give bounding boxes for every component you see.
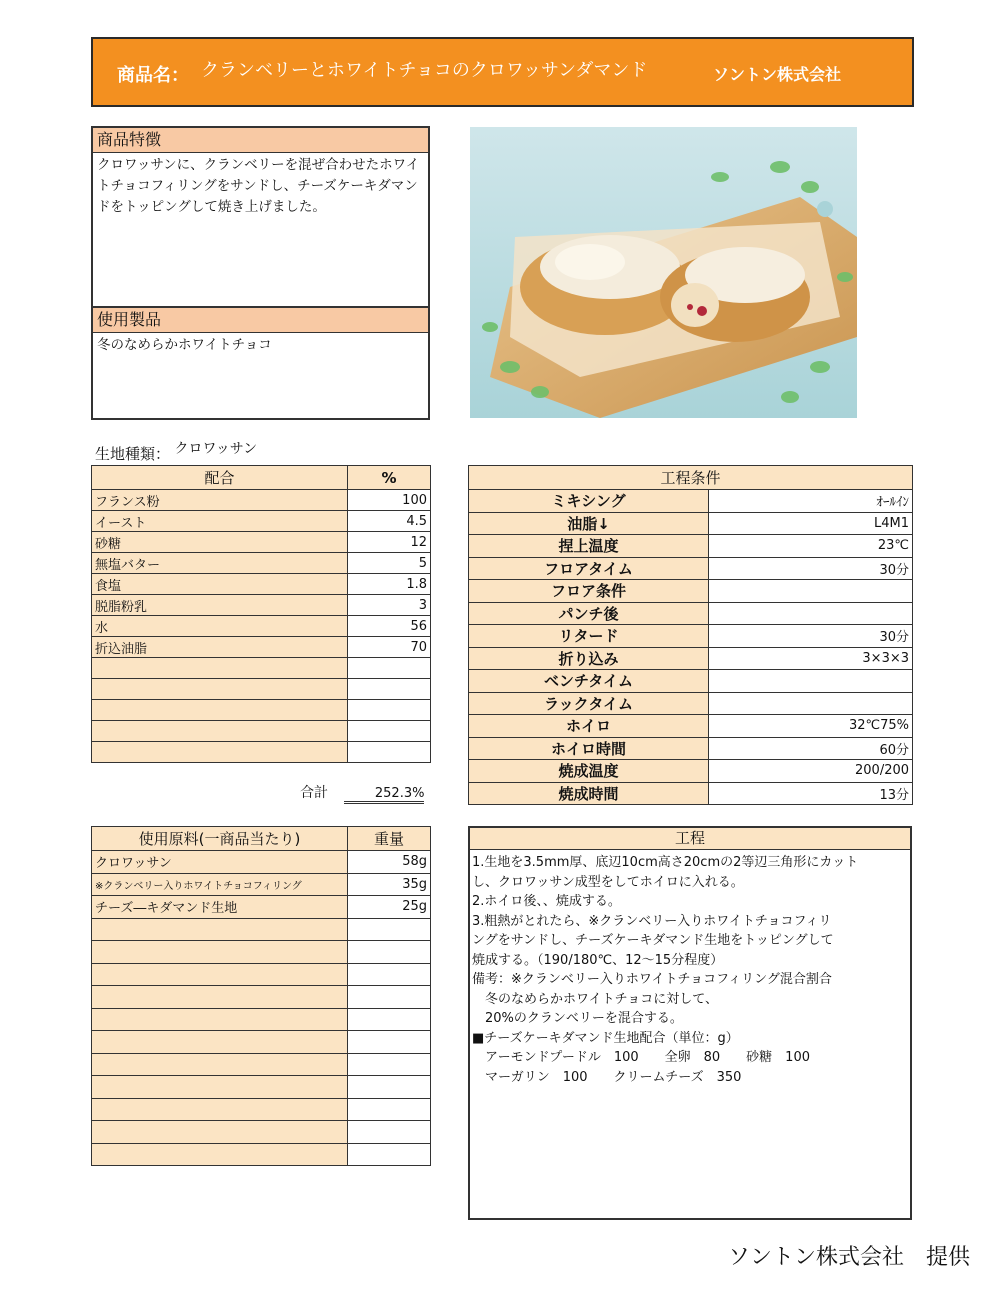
- condition-name: フロアタイム: [469, 557, 709, 580]
- ingredient-name: [92, 721, 348, 742]
- dough-type-value: クロワッサン: [174, 441, 258, 457]
- formula-row: [92, 616, 431, 637]
- material-weight: 25g: [348, 896, 431, 919]
- material-name: [92, 941, 348, 964]
- ingredient-name: [92, 742, 348, 763]
- condition-value: 32℃75%: [709, 715, 913, 738]
- product-used-title: 使用製品: [93, 308, 428, 333]
- ingredients-col-name: 使用原料(一商品当たり): [92, 827, 348, 851]
- ingredient-percent: 3: [348, 595, 431, 616]
- condition-name: 焼成時間: [469, 782, 709, 805]
- formula-row: [92, 595, 431, 616]
- material-weight: 35g: [348, 873, 431, 896]
- process-text: [470, 850, 910, 1090]
- ingredient-name: 食塩: [92, 574, 348, 595]
- condition-row: [469, 490, 913, 513]
- ingredient-name: 水: [92, 616, 348, 637]
- ingredient-percent: 1.8: [348, 574, 431, 595]
- process-title: 工程: [470, 828, 910, 850]
- process-line: 2.ホイロ後、、焼成する。: [472, 894, 621, 909]
- condition-row: [469, 670, 913, 693]
- process-box: [468, 826, 912, 1220]
- material-name: [92, 1098, 348, 1121]
- material-weight: [348, 1098, 431, 1121]
- condition-name: 油脂↓: [469, 512, 709, 535]
- condition-name: ラックタイム: [469, 692, 709, 715]
- ingredient-row: [92, 851, 431, 874]
- condition-row: [469, 512, 913, 535]
- formula-total-label: 合計: [300, 785, 328, 801]
- product-header: [91, 37, 914, 107]
- material-name: [92, 1143, 348, 1166]
- condition-value: [709, 670, 913, 693]
- material-name: [92, 1053, 348, 1076]
- product-used-text: 冬のなめらかホワイトチョコ: [97, 337, 272, 353]
- condition-value: 3×3×3: [709, 647, 913, 670]
- ingredient-name: [92, 700, 348, 721]
- ingredient-row: [92, 918, 431, 941]
- condition-name: 折り込み: [469, 647, 709, 670]
- ingredient-row: [92, 1008, 431, 1031]
- condition-name: ベンチタイム: [469, 670, 709, 693]
- process-conditions-table: [468, 465, 913, 805]
- material-weight: [348, 941, 431, 964]
- formula-row: [92, 532, 431, 553]
- material-weight: [348, 1121, 431, 1144]
- condition-row: [469, 557, 913, 580]
- ingredient-name: [92, 658, 348, 679]
- ingredient-name: 無塩バター: [92, 553, 348, 574]
- material-name: [92, 963, 348, 986]
- ingredients-table: [91, 826, 431, 1166]
- ingredient-percent: 4.5: [348, 511, 431, 532]
- material-name: [92, 986, 348, 1009]
- product-used-box: [91, 306, 430, 420]
- condition-row: [469, 580, 913, 603]
- ingredient-percent: 100: [348, 490, 431, 511]
- process-line: ■チーズケーキダマンド生地配合（単位：g）: [472, 1030, 739, 1046]
- material-name: [92, 1076, 348, 1099]
- ingredient-row: [92, 1143, 431, 1166]
- material-name: チーズ―キダマンド生地: [92, 896, 348, 919]
- condition-row: [469, 625, 913, 648]
- ingredient-row: [92, 1098, 431, 1121]
- formula-row: [92, 574, 431, 595]
- formula-row: [92, 679, 431, 700]
- ingredient-percent: 5: [348, 553, 431, 574]
- ingredient-name: 砂糖: [92, 532, 348, 553]
- features-title: 商品特徴: [93, 128, 428, 153]
- condition-value: L4M1: [709, 512, 913, 535]
- ingredient-name: イースト: [92, 511, 348, 532]
- process-line: ングをサンドし、チーズケーキダマンド生地をトッピングして: [472, 933, 834, 948]
- process-conditions-title: 工程条件: [469, 466, 913, 490]
- material-name: [92, 1121, 348, 1144]
- ingredient-name: 脱脂粉乳: [92, 595, 348, 616]
- formula-table: [91, 465, 431, 763]
- formula-row: [92, 742, 431, 763]
- ingredient-percent: 12: [348, 532, 431, 553]
- process-line: 3.粗熱がとれたら、※クランベリー入りホワイトチョコフィリ: [472, 913, 832, 929]
- condition-value: ｵｰﾙｲﾝ: [709, 490, 913, 513]
- condition-name: リタード: [469, 625, 709, 648]
- condition-row: [469, 760, 913, 783]
- process-line: 焼成する。（190/180℃、12〜15分程度）: [472, 952, 724, 968]
- condition-row: [469, 782, 913, 805]
- condition-value: 23℃: [709, 535, 913, 558]
- ingredient-row: [92, 986, 431, 1009]
- ingredient-name: フランス粉: [92, 490, 348, 511]
- condition-value: [709, 602, 913, 625]
- product-name: クランベリーとホワイトチョコのクロワッサンダマンド: [201, 60, 648, 81]
- condition-value: 60分: [709, 737, 913, 760]
- condition-name: ホイロ: [469, 715, 709, 738]
- material-weight: [348, 1008, 431, 1031]
- product-name-label: 商品名：: [117, 65, 189, 86]
- product-photo: [470, 127, 857, 418]
- material-name: クロワッサン: [92, 851, 348, 874]
- material-weight: [348, 918, 431, 941]
- ingredient-percent: [348, 742, 431, 763]
- process-line: アーモンドプードル 100 全卵 80 砂糖 100: [472, 1050, 810, 1065]
- material-weight: [348, 1076, 431, 1099]
- material-weight: [348, 1053, 431, 1076]
- process-line: 20%のクランベリーを混合する。: [472, 1011, 683, 1026]
- formula-row: [92, 637, 431, 658]
- condition-value: 30分: [709, 625, 913, 648]
- process-line: 備考：※クランベリー入りホワイトチョコフィリング混合割合: [472, 972, 832, 987]
- material-weight: [348, 1031, 431, 1054]
- ingredient-percent: 70: [348, 637, 431, 658]
- formula-col-pct: %: [348, 466, 431, 490]
- formula-row: [92, 511, 431, 532]
- ingredient-percent: 56: [348, 616, 431, 637]
- croissant-image: [470, 127, 857, 418]
- material-name: [92, 1031, 348, 1054]
- formula-row: [92, 553, 431, 574]
- condition-name: パンチ後: [469, 602, 709, 625]
- dough-type: [95, 443, 257, 464]
- formula-row: [92, 700, 431, 721]
- material-name: [92, 918, 348, 941]
- condition-name: フロア条件: [469, 580, 709, 603]
- ingredient-name: 折込油脂: [92, 637, 348, 658]
- process-line: 1.生地を3.5mm厚、底辺10cm高さ20cmの2等辺三角形にカット: [472, 855, 859, 870]
- ingredient-percent: [348, 721, 431, 742]
- formula-row: [92, 490, 431, 511]
- ingredient-percent: [348, 658, 431, 679]
- features-text: クロワッサンに、クランベリーを混ぜ合わせたホワイトチョコフィリングをサンドし、チーズケーキダマンドをトッピングして焼き上げました。: [97, 157, 420, 215]
- features-box: [91, 126, 430, 308]
- condition-row: [469, 715, 913, 738]
- footer-credit: ソントン株式会社 提供: [727, 1245, 970, 1270]
- formula-total: [300, 782, 430, 804]
- condition-name: ホイロ時間: [469, 737, 709, 760]
- condition-row: [469, 692, 913, 715]
- material-weight: [348, 963, 431, 986]
- formula-row: [92, 658, 431, 679]
- ingredient-row: [92, 1121, 431, 1144]
- ingredient-row: [92, 1031, 431, 1054]
- ingredient-row: [92, 873, 431, 896]
- material-weight: [348, 986, 431, 1009]
- condition-row: [469, 737, 913, 760]
- condition-row: [469, 602, 913, 625]
- process-line: 冬のなめらかホワイトチョコに対して、: [472, 991, 718, 1007]
- ingredient-percent: [348, 679, 431, 700]
- condition-row: [469, 535, 913, 558]
- condition-name: ミキシング: [469, 490, 709, 513]
- process-line: し、クロワッサン成型をしてホイロに入れる。: [472, 874, 744, 890]
- material-weight: [348, 1143, 431, 1166]
- condition-value: [709, 580, 913, 603]
- ingredient-row: [92, 1076, 431, 1099]
- ingredient-name: [92, 679, 348, 700]
- company-name: ソントン株式会社: [713, 65, 842, 84]
- condition-name: 焼成温度: [469, 760, 709, 783]
- formula-total-value: 252.3%: [344, 786, 424, 804]
- condition-value: 13分: [709, 782, 913, 805]
- ingredient-row: [92, 941, 431, 964]
- formula-row: [92, 721, 431, 742]
- condition-name: 捏上温度: [469, 535, 709, 558]
- material-name: ※クランベリー入りホワイトチョコフィリング: [92, 873, 348, 896]
- ingredient-row: [92, 1053, 431, 1076]
- formula-col-name: 配合: [92, 466, 348, 490]
- process-line: マーガリン 100 クリームチーズ 350: [472, 1069, 742, 1085]
- ingredients-col-weight: 重量: [348, 827, 431, 851]
- ingredient-row: [92, 963, 431, 986]
- material-name: [92, 1008, 348, 1031]
- ingredient-row: [92, 896, 431, 919]
- material-weight: 58g: [348, 851, 431, 874]
- condition-value: [709, 692, 913, 715]
- condition-value: 200/200: [709, 760, 913, 783]
- ingredient-percent: [348, 700, 431, 721]
- dough-type-label: 生地種類：: [95, 445, 171, 463]
- condition-row: [469, 647, 913, 670]
- condition-value: 30分: [709, 557, 913, 580]
